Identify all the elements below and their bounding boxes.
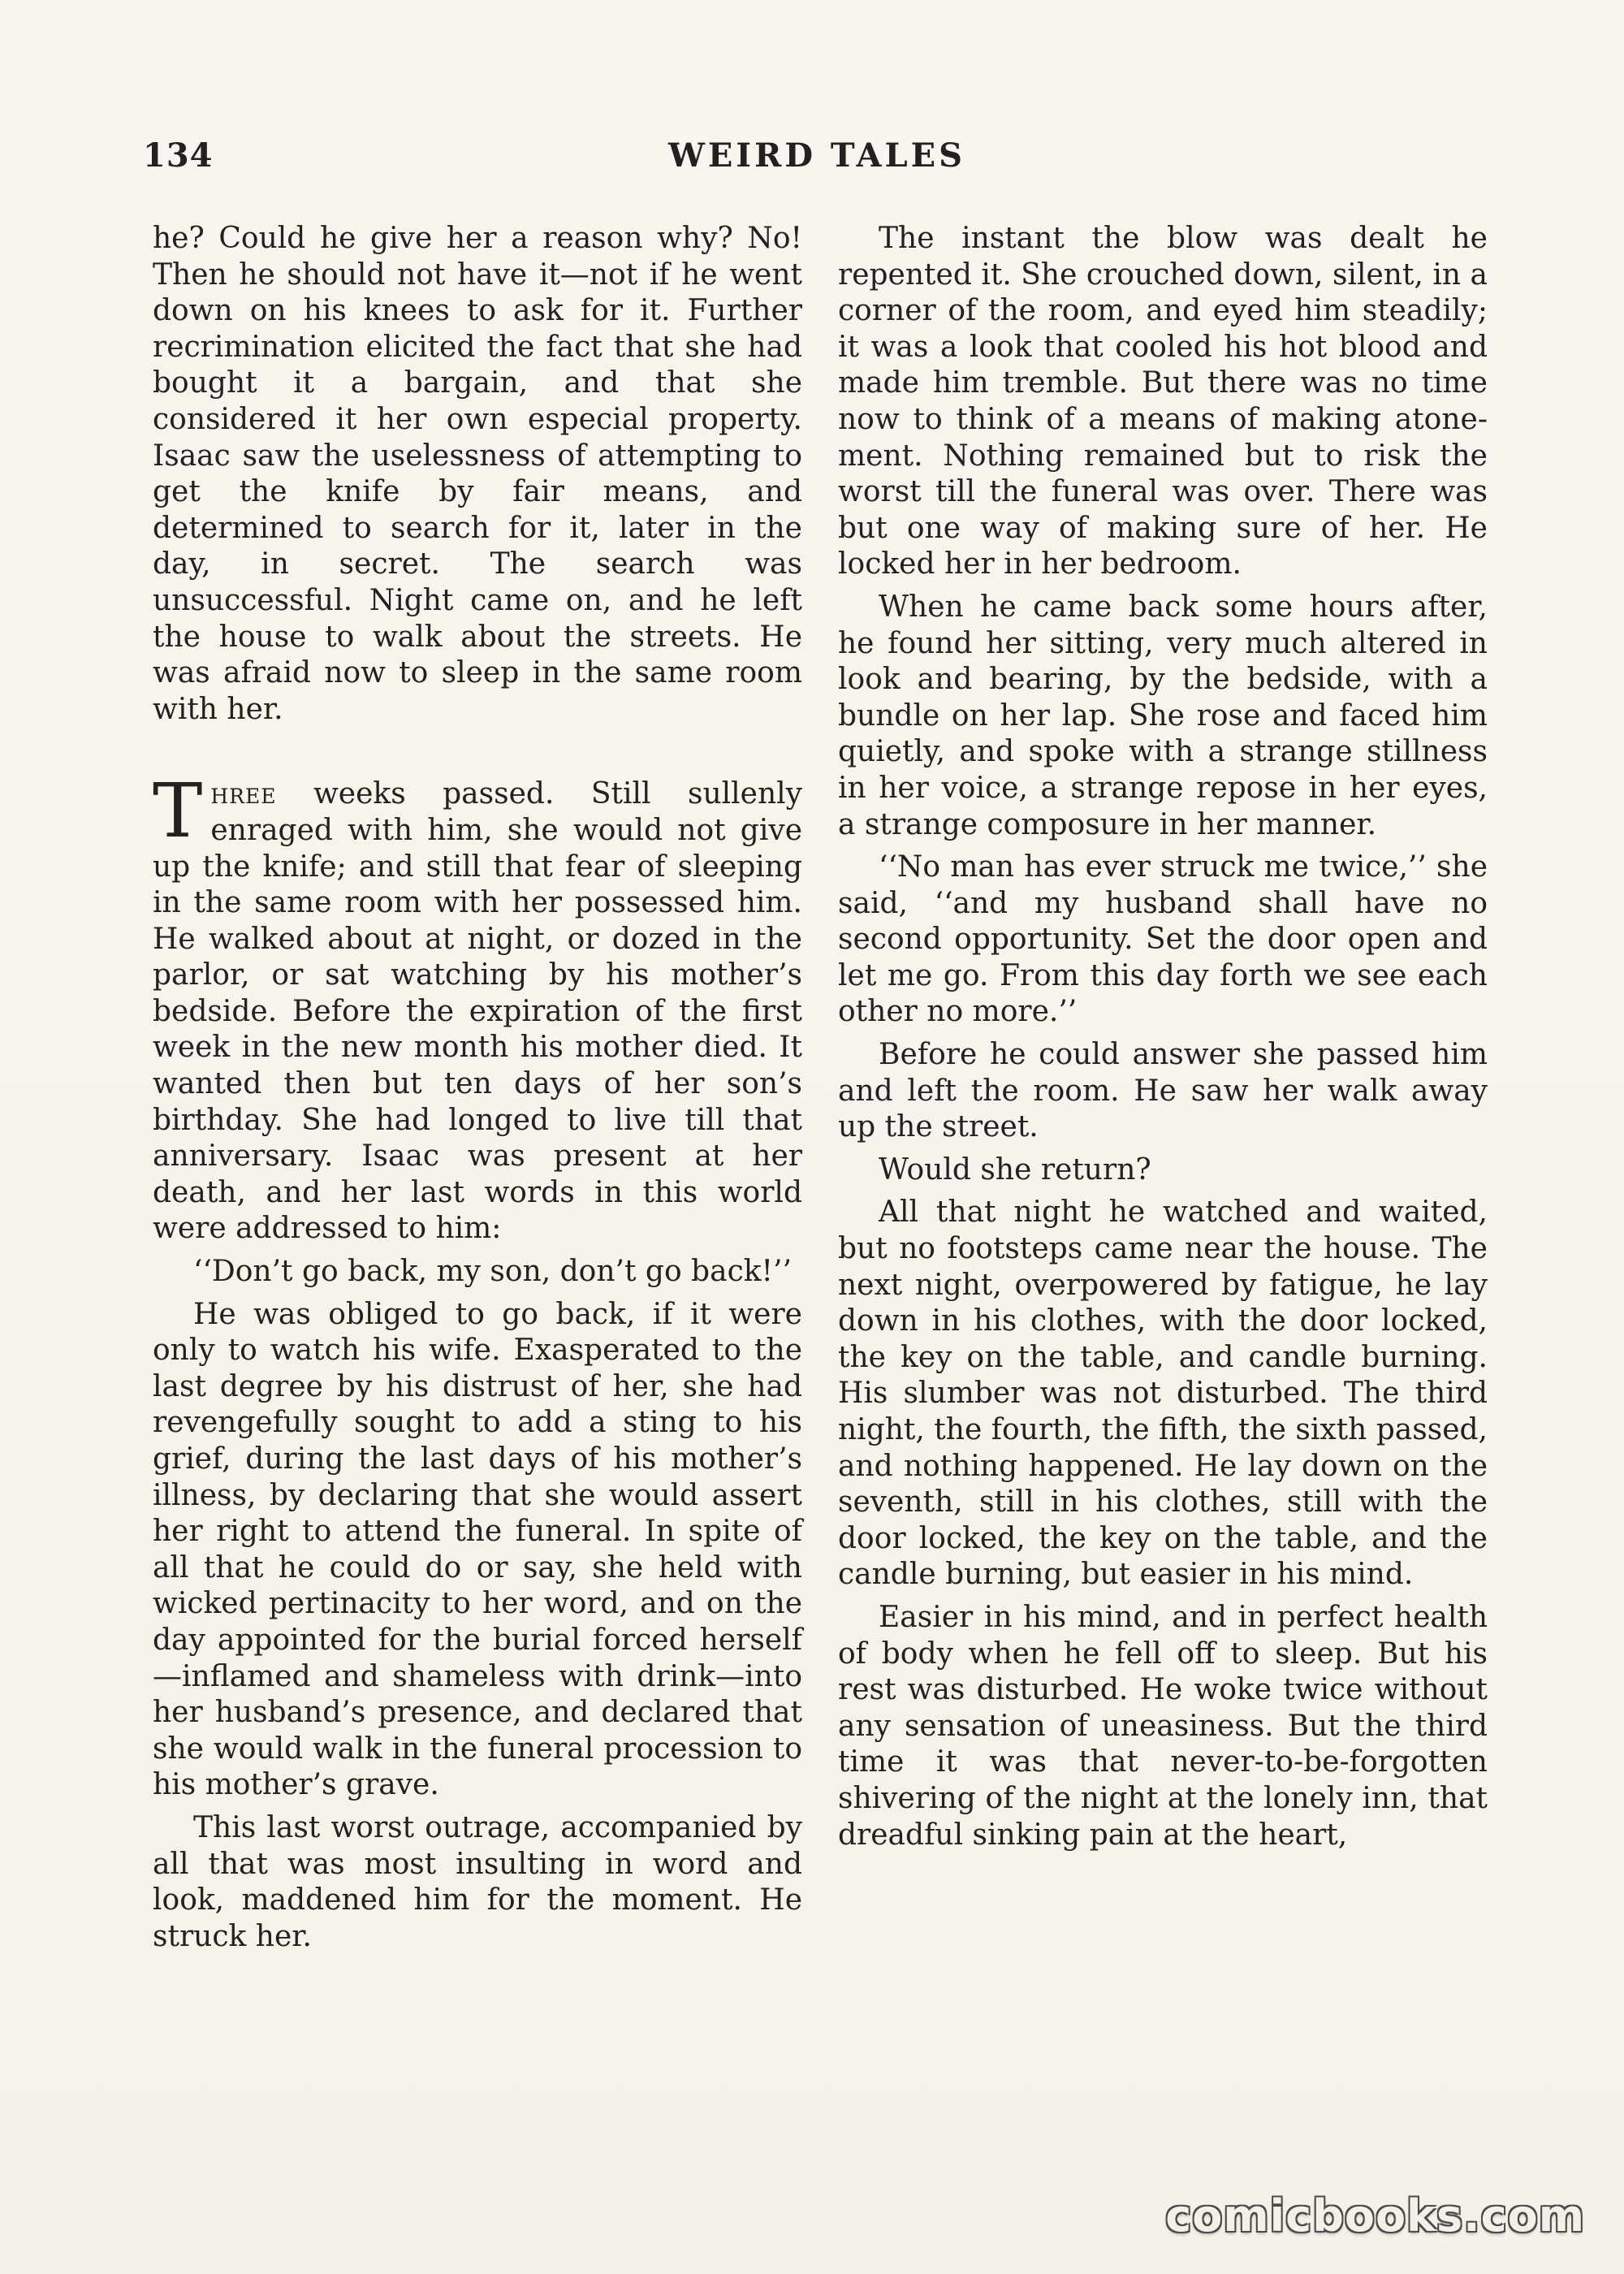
left-column [153, 221, 802, 1961]
page-number: 134 [143, 136, 214, 175]
magazine-title: WEIRD TALES [667, 136, 966, 175]
paragraph: Easier in his mind, and in perfect health of body when he fell off to sleep. But his rest was disturbed. He woke twice without any sensation of uneasiness. But the third time it was that never-to-be-forgotten shivering of the night at the lonely inn, that dreadful sinking pain at the heart, [838, 1600, 1488, 1852]
small-caps-lead: hree [210, 777, 277, 811]
paragraph: This last worst outrage, accompanied by all that was most insulting in word and look, maddened him for the moment. He struck her. [153, 1810, 802, 1953]
running-head [143, 136, 1491, 185]
paragraph: ‘‘No man has ever struck me twice,’’ she said, ‘‘and my husband shall have no second opportunity. Set the door open and let me go. From this day forth we see each other no more.’’ [838, 850, 1488, 1029]
paragraph: All that night he watched and waited, but no footsteps came near the house. The next night, overpowered by fatigue, he lay down in his clothes, with the door locked, the key on the table, and candle burning. His slumber was not disturbed. The third night, the fourth, the fifth, the sixth passed, and nothing happened. He lay down on the seventh, still in his clothes, still with the door locked, the key on the table, and the candle burning, but easier in his mind. [838, 1195, 1488, 1592]
paragraph: When he came back some hours after, he found her sitting, very much altered in look and bearing, by the bedside, with a bundle on her lap. She rose and faced him quietly, and spoke with a strange stillness in her voice, a strange repose in her eyes, a strange composure in her manner. [838, 590, 1488, 841]
drop-cap: T [153, 767, 203, 855]
watermark: comicbooks.com [1165, 2190, 1585, 2242]
section-start-paragraph [153, 767, 802, 1247]
paragraph: ‘‘Don’t go back, my son, don’t go back!’’ [193, 1255, 792, 1289]
paragraph: The instant the blow was dealt he repented it. She crouched down, silent, in a corner of the room, and eyed him steadily; it was a look that cooled his hot blood and made him tremble. But there was no time now to think of a means of making atonement. Nothing remained but to risk the worst till the funeral was over. There was but one way of making sure of her. He locked her in her bedroom. [838, 222, 1488, 581]
right-column [838, 221, 1488, 1860]
paragraph-text: weeks passed. Still sullenly enraged with him, she would not give up the knife; and still that fear of sleeping in the same room with her possessed him. He walked about at night, or dozed in the parlor, or sat watching by his mother’s bedside. Before the expiration of the first week in the new month his mother died. It wanted then but ten days of her son’s birthday. She had longed to live till that anniversary. Isaac was present at her death, and her last words in this world were addressed to him: [153, 777, 802, 1246]
paragraph: He was obliged to go back, if it were only to watch his wife. Exasperated to the last degree by his distrust of her, she had revengefully sought to add a sting to his grief, during the last days of his mother’s illness, by declaring that she would assert her right to attend the funeral. In spite of all that he could do or say, she held with wicked pertinacity to her word, and on the day appointed for the burial forced herself—inflamed and shameless with drink—into her husband’s presence, and declared that she would walk in the funeral procession to his mother’s grave. [153, 1297, 802, 1802]
paragraph: Would she return? [879, 1152, 1151, 1187]
paragraph: he? Could he give her a reason why? No! Then he should not have it—not if he went down on his knees to ask for it. Further recrimination elicited the fact that she had bought it a bargain, and that she considered it her own especial property. Isaac saw the uselessness of attempting to get the knife by fair means, and determined to search for it, later in the day, in secret. The search was unsuccessful. Night came on, and he left the house to walk about the streets. He was afraid now to sleep in the same room with her. [153, 222, 802, 726]
paragraph: Before he could answer she passed him and left the room. He saw her walk away up the street. [838, 1038, 1488, 1144]
